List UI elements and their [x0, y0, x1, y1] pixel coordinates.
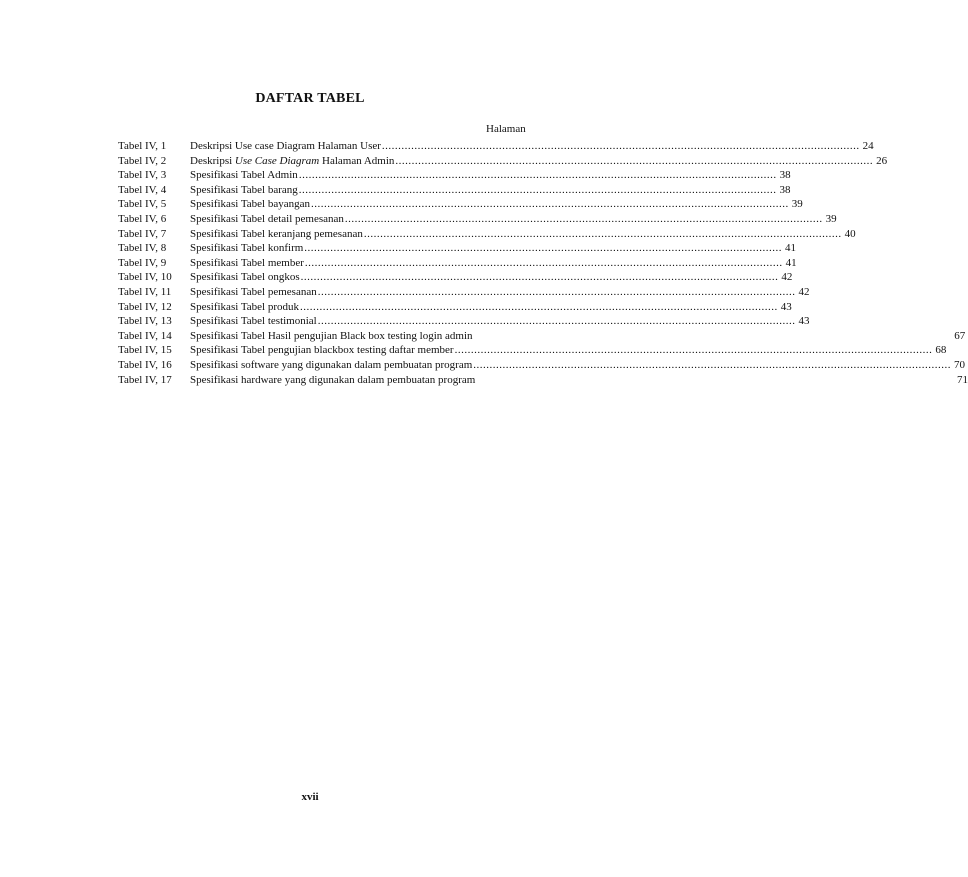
- table-description: [190, 343, 454, 358]
- page-number: xvii: [301, 791, 319, 803]
- list-item: [118, 139, 874, 154]
- table-description: [190, 197, 310, 212]
- table-number: Tabel IV, 15: [118, 344, 172, 357]
- table-number: Tabel IV, 12: [118, 300, 172, 313]
- description-text: Spesifikasi Tabel pengujian blackbox testing daftar member: [190, 344, 454, 357]
- description-text: Spesifikasi Tabel member: [190, 256, 304, 269]
- list-item: [118, 285, 810, 300]
- list-item: [118, 329, 966, 344]
- dot-leader: [318, 285, 796, 300]
- list-item: [118, 373, 968, 388]
- list-item: [118, 270, 793, 285]
- dot-leader: [299, 183, 777, 198]
- table-number: Tabel IV, 17: [118, 373, 172, 386]
- page-ref: 41: [785, 242, 797, 255]
- table-number: Tabel IV, 10: [118, 271, 172, 284]
- description-text: Spesifikasi Tabel bayangan: [190, 198, 310, 211]
- description-text: Spesifikasi Tabel Hasil pengujian Black box testing login admin: [190, 329, 473, 342]
- page-ref: 40: [844, 227, 856, 240]
- dot-leader: [299, 168, 777, 183]
- list-item: [118, 343, 947, 358]
- page-ref: 38: [779, 169, 791, 182]
- table-list: [118, 139, 968, 387]
- page-ref: 39: [791, 198, 803, 211]
- dot-leader: [455, 343, 933, 358]
- table-description: [190, 139, 381, 154]
- description-text: Spesifikasi Tabel ongkos: [190, 271, 300, 284]
- dot-leader: [311, 197, 789, 212]
- page-ref: 38: [779, 183, 791, 196]
- description-text: Spesifikasi Tabel pemesanan: [190, 285, 317, 298]
- description-text: Spesifikasi Tabel produk: [190, 300, 300, 313]
- halaman-column-label: Halaman: [486, 123, 526, 135]
- page-ref: 26: [876, 154, 888, 167]
- table-description: [190, 358, 472, 373]
- list-item: [118, 227, 856, 242]
- description-text-end: Halaman Admin: [319, 154, 395, 167]
- table-number: Tabel IV, 11: [118, 285, 172, 298]
- dot-leader: [305, 256, 783, 271]
- table-description: [190, 183, 298, 198]
- description-text: Spesifikasi Tabel detail pemesanan: [190, 212, 344, 225]
- list-item: [118, 212, 837, 227]
- table-number: Tabel IV, 4: [118, 183, 167, 196]
- table-number: Tabel IV, 3: [118, 169, 167, 182]
- description-text: Spesifikasi Tabel Admin: [190, 169, 298, 182]
- dot-leader: [382, 139, 860, 154]
- table-number: Tabel IV, 7: [118, 227, 167, 240]
- page-ref: 43: [798, 315, 810, 328]
- description-text: Deskripsi: [190, 154, 235, 167]
- description-italic-text: Use Case Diagram: [234, 154, 320, 167]
- list-item: [118, 183, 791, 198]
- list-item: [118, 197, 803, 212]
- table-description: [190, 300, 299, 315]
- table-description: [190, 168, 298, 183]
- list-item: [118, 154, 888, 169]
- dot-leader: [473, 358, 951, 373]
- description-text: Spesifikasi Tabel keranjang pemesanan: [190, 227, 363, 240]
- page-ref: 39: [825, 212, 837, 225]
- table-description: [190, 227, 363, 242]
- list-item: [118, 314, 810, 329]
- table-description: [190, 154, 394, 169]
- page-ref: 68: [935, 344, 947, 357]
- table-number: Tabel IV, 2: [118, 154, 167, 167]
- description-text: Spesifikasi hardware yang digunakan dalam pembuatan program: [190, 373, 476, 386]
- table-description: [190, 285, 317, 300]
- dot-leader: [364, 227, 842, 242]
- table-number: Tabel IV, 6: [118, 212, 167, 225]
- dot-leader: [345, 212, 823, 227]
- table-number: Tabel IV, 16: [118, 358, 172, 371]
- list-item: [118, 168, 791, 183]
- description-text: Spesifikasi software yang digunakan dalam pembuatan program: [190, 358, 473, 371]
- table-description: [190, 241, 303, 256]
- dot-leader: [395, 154, 873, 169]
- table-description: [190, 373, 475, 388]
- dot-leader: [304, 241, 782, 256]
- dot-leader: [300, 300, 778, 315]
- table-description: [190, 256, 304, 271]
- table-description: [190, 329, 473, 344]
- table-number: Tabel IV, 5: [118, 198, 167, 211]
- description-text: Spesifikasi Tabel barang: [190, 183, 298, 196]
- dot-leader: [318, 314, 796, 329]
- page-ref: 71: [957, 373, 968, 386]
- page-ref: 24: [862, 140, 874, 152]
- table-number: Tabel IV, 8: [118, 242, 167, 255]
- description-text: Spesifikasi Tabel testimonial: [190, 315, 317, 328]
- table-number: Tabel IV, 14: [118, 329, 172, 342]
- page-ref: 41: [785, 256, 797, 269]
- table-number: Tabel IV, 1: [118, 140, 167, 152]
- list-item: [118, 256, 797, 271]
- page-ref: 70: [954, 358, 966, 371]
- page-ref: 42: [781, 271, 793, 284]
- page-ref: 67: [954, 329, 966, 342]
- list-item: [118, 358, 966, 373]
- table-description: [190, 314, 317, 329]
- description-text: Spesifikasi Tabel konfirm: [190, 242, 304, 255]
- table-description: [190, 212, 344, 227]
- list-item: [118, 241, 797, 256]
- table-number: Tabel IV, 9: [118, 256, 167, 269]
- description-text: Deskripsi Use case Diagram Halaman User: [190, 140, 381, 152]
- page-title: DAFTAR TABEL: [255, 91, 365, 106]
- page-ref: 43: [780, 300, 792, 313]
- dot-leader: [301, 270, 779, 285]
- table-description: [190, 270, 300, 285]
- list-item: [118, 300, 792, 315]
- page-ref: 42: [798, 285, 810, 298]
- table-number: Tabel IV, 13: [118, 315, 172, 328]
